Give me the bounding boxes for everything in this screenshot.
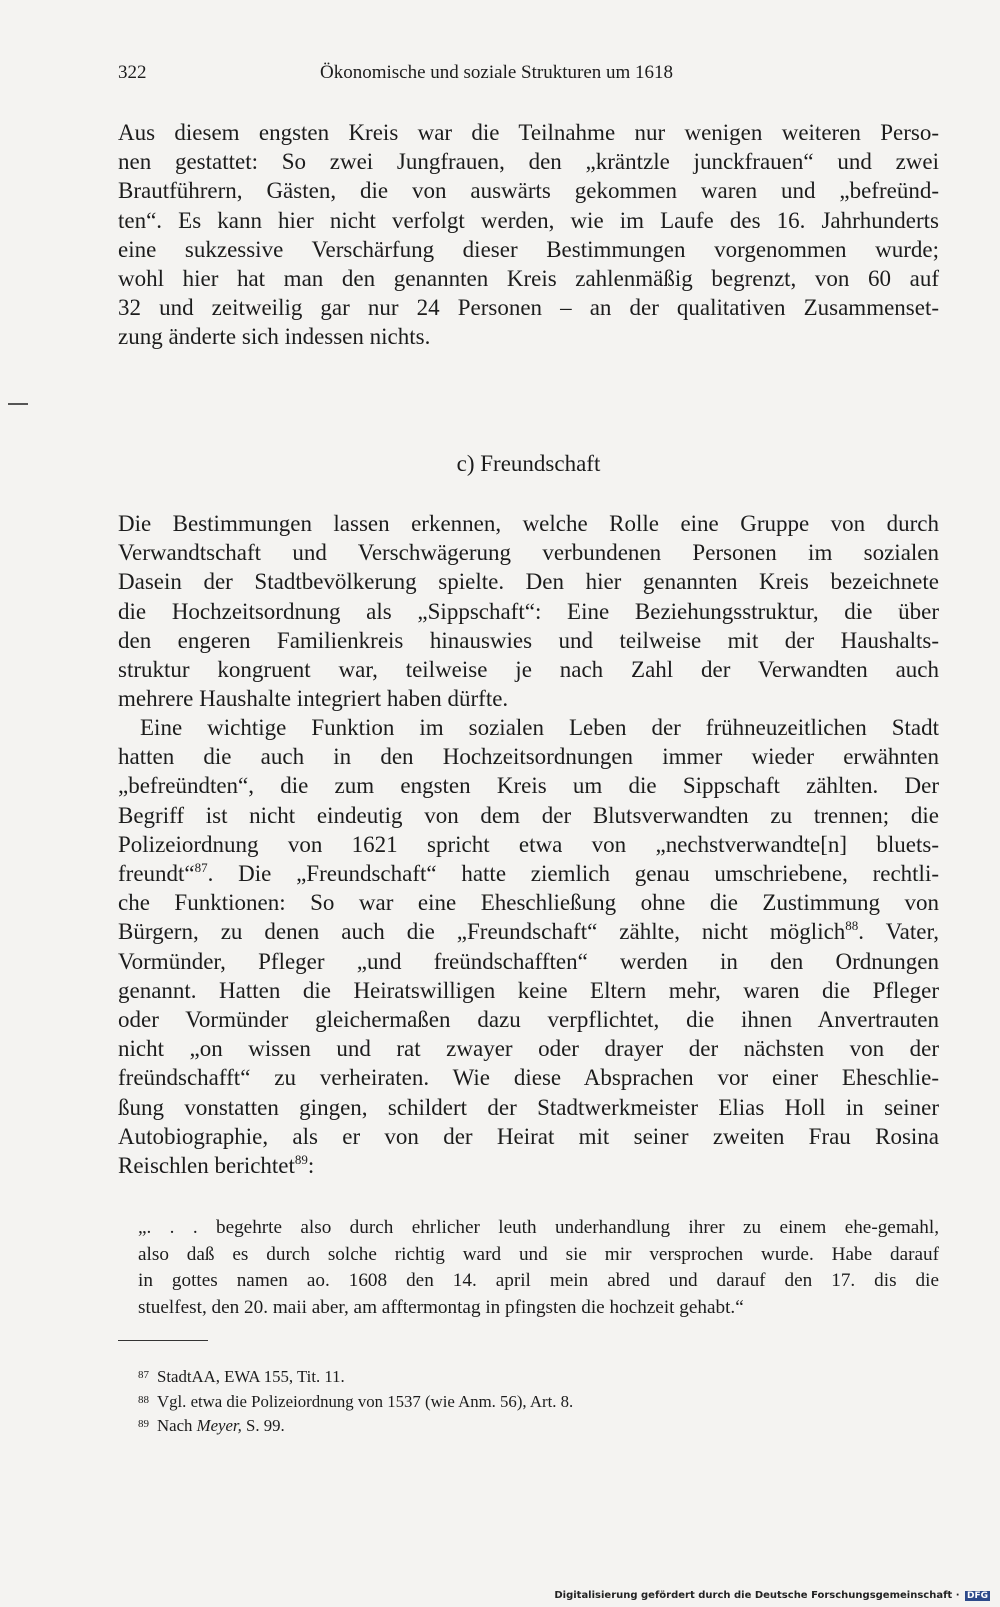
quote-line: „. . . begehrte also durch ehrlicher leuth underhandlung ihrer zu einem ehe-gemahl,	[138, 1217, 939, 1238]
text-line: che Funktionen: So war eine Eheschließung ohne die Zustimmung von	[118, 890, 939, 916]
footnote-89	[138, 1413, 573, 1438]
footnote-author: Meyer,	[196, 1416, 242, 1435]
text-line	[118, 917, 939, 946]
block-quote	[138, 1215, 939, 1321]
footnote-text: S. 99.	[241, 1416, 285, 1435]
text-fragment: . Die „Freundschaft“ hatte ziemlich genau umschriebene, rechtli-	[207, 861, 939, 887]
footnote-ref-89[interactable]: 89	[294, 1152, 308, 1168]
text-line: Eine wichtige Funktion im sozialen Leben der frühneuzeitlichen Stadt	[140, 715, 939, 740]
text-line: Brautführern, Gästen, die von auswärts gekommen waren und „befreünd-	[118, 178, 939, 204]
running-title: Ökonomische und soziale Strukturen um 1618	[320, 62, 674, 83]
text-line: 32 und zeitweilig gar nur 24 Personen – an der qualitativen Zusammenset-	[118, 295, 939, 321]
footnote-ref-87[interactable]: 87	[194, 860, 208, 876]
text-fragment: Bürgern, zu denen auch die „Freundschaft“ zählte, nicht möglich	[118, 919, 846, 945]
text-line: Die Bestimmungen lassen erkennen, welche Rolle eine Gruppe von durch	[118, 511, 939, 536]
text-line: Autobiographie, als er von der Heirat mit seiner zweiten Frau Rosina	[118, 1123, 939, 1149]
text-line: „befreündten“, die zum engsten Kreis um die Sippschaft zählten. Der	[118, 773, 939, 799]
quote-line: stuelfest, den 20. maii aber, am afftermontag in pfingsten die hochzeit gehabt.“	[138, 1296, 744, 1318]
text-line: Begriff ist nicht eindeutig von dem der Blutsverwandten zu trennen; die	[118, 802, 939, 828]
text-fragment: :	[307, 1153, 315, 1179]
text-line: Aus diesem engsten Kreis war die Teilnahme nur wenigen weiteren Perso-	[118, 120, 939, 145]
footnote-number: 87	[138, 1369, 149, 1381]
footnote-divider	[118, 1340, 208, 1341]
footnote-number: 89	[138, 1418, 149, 1430]
quote-line: in gottes namen ao. 1608 den 14. april mein abred und darauf den 17. dis die	[138, 1270, 939, 1292]
quote-line: also daß es durch solche richtig ward und sie mir versprochen wurde. Habe darauf	[138, 1243, 939, 1265]
text-line: ten“. Es kann hier nicht verfolgt werden, wie im Laufe des 16. Jahrhunderts	[118, 207, 939, 233]
credit-text: Digitalisierung gefördert durch die Deutsche Forschungsgemeinschaft ·	[554, 1590, 960, 1601]
footnote-ref-88[interactable]: 88	[845, 918, 859, 934]
text-line: zung änderte sich indessen nichts.	[118, 324, 431, 350]
paragraph-3	[118, 713, 939, 1180]
text-line	[118, 1151, 939, 1180]
text-fragment: . Vater,	[858, 919, 939, 945]
dfg-logo: DFG	[966, 1591, 988, 1601]
page-header	[118, 62, 738, 92]
paragraph-1	[118, 118, 939, 352]
digitization-credit	[554, 1590, 990, 1601]
section-heading: c) Freundschaft	[456, 451, 601, 476]
text-line: eine sukzessive Verschärfung dieser Bestimmungen vorgenommen wurde;	[118, 236, 939, 262]
text-line: Polizeiordnung von 1621 spricht etwa von „nechstverwandte[n] bluets-	[118, 831, 939, 857]
text-line: nen gestattet: So zwei Jungfrauen, den „kräntzle junckfrauen“ und zwei	[118, 149, 939, 175]
text-line: die Hochzeitsordnung als „Sippschaft“: Eine Beziehungsstruktur, die über	[118, 598, 939, 624]
footnote-88	[138, 1389, 573, 1414]
margin-mark	[8, 403, 28, 405]
text-fragment: freundt“	[118, 861, 195, 887]
text-fragment: Reischlen berichtet	[118, 1153, 295, 1179]
text-line: Verwandtschaft und Verschwägerung verbundenen Personen im sozialen	[118, 540, 939, 566]
footnote-87	[138, 1364, 573, 1389]
text-line: den engeren Familienkreis hinauswies und teilweise mit der Haushalts-	[118, 627, 939, 653]
text-line: genannt. Hatten die Heiratswilligen keine Eltern mehr, waren die Pfleger	[118, 977, 939, 1003]
text-line: hatten die auch in den Hochzeitsordnungen immer wieder erwähnten	[118, 744, 939, 770]
text-line: wohl hier hat man den genannten Kreis zahlenmäßig begrenzt, von 60 auf	[118, 266, 939, 292]
footnote-text: Vgl. etwa die Polizeiordnung von 1537 (wie Anm. 56), Art. 8.	[157, 1391, 574, 1411]
footnotes	[138, 1364, 573, 1438]
text-line	[118, 859, 939, 888]
text-line: mehrere Haushalte integriert haben dürfte.	[118, 686, 509, 712]
text-line: struktur kongruent war, teilweise je nach Zahl der Verwandten auch	[118, 657, 939, 683]
text-line: freündschafft“ zu verheiraten. Wie diese Absprachen vor einer Eheschlie-	[118, 1065, 939, 1091]
text-line: Vormünder, Pfleger „und freündschafften“ werden in den Ordnungen	[118, 948, 939, 974]
page-number: 322	[118, 62, 147, 83]
text-line: oder Vormünder gleichermaßen dazu verpflichtet, die ihnen Anvertrauten	[118, 1007, 939, 1033]
text-line: Dasein der Stadtbevölkerung spielte. Den hier genannten Kreis bezeichnete	[118, 569, 939, 595]
text-line: nicht „on wissen und rat zwayer oder drayer der nächsten von der	[118, 1036, 939, 1062]
footnote-text: StadtAA, EWA 155, Tit. 11.	[157, 1367, 345, 1386]
footnote-number: 88	[138, 1393, 149, 1406]
footnote-text: Nach	[157, 1416, 197, 1435]
text-line: ßung vonstatten gingen, schildert der Stadtwerkmeister Elias Holl in seiner	[118, 1094, 939, 1120]
paragraph-2	[118, 509, 939, 713]
